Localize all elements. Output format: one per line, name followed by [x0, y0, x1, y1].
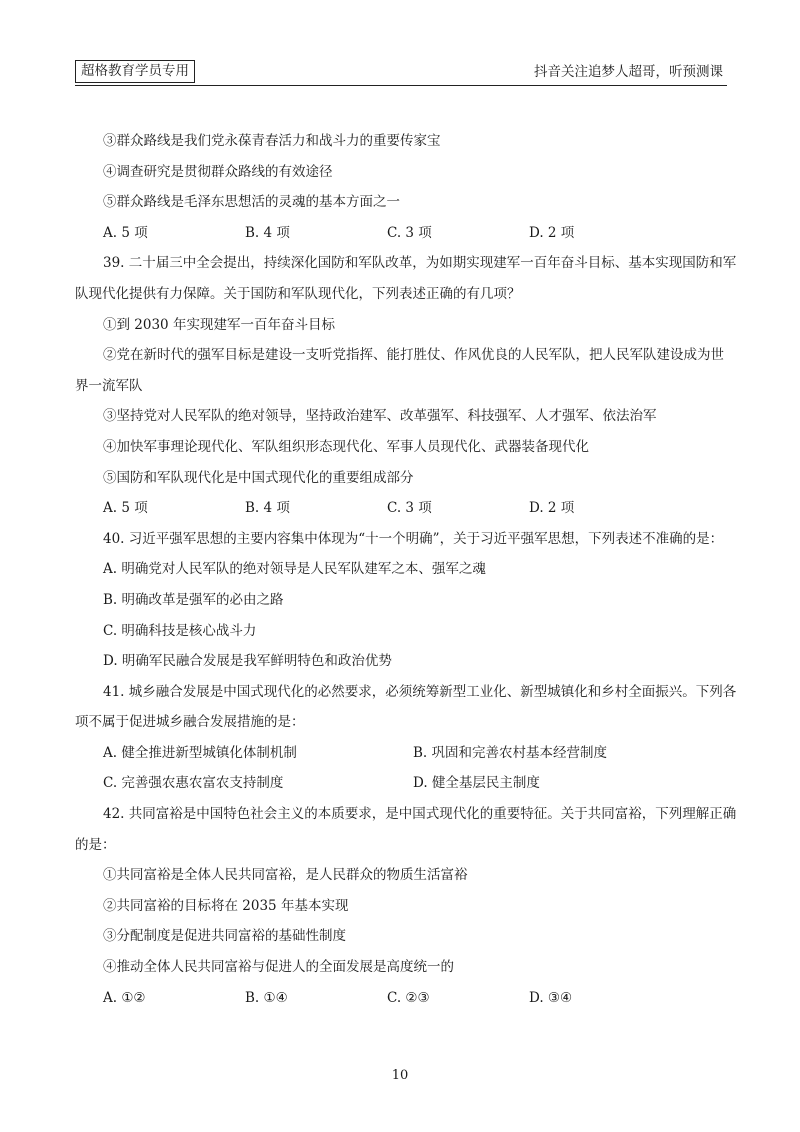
- q41-stem-line1: 41. 城乡融合发展是中国式现代化的必然要求，必须统筹新型工业化、新型城镇化和乡村全面振兴。下列各: [103, 683, 737, 700]
- q42-option-c: C. ②③: [387, 989, 430, 1006]
- q41-stem-line2: 项不属于促进城乡融合发展措施的是：: [75, 714, 305, 731]
- q39-options: [75, 493, 727, 524]
- q42-options: [75, 983, 727, 1014]
- q39-stem-line2: 队现代化提供有力保障。关于国防和军队现代化，下列表述正确的有几项？: [75, 285, 521, 302]
- q38-option-d: D. 2 项: [529, 224, 575, 241]
- q39-option-b: B. 4 项: [245, 500, 290, 517]
- q40-stem: 40. 习近平强军思想的主要内容集中体现为“十一个明确”，关于习近平强军思想，下列表述不准确的是：: [103, 530, 724, 547]
- q39-option-c: C. 3 项: [387, 500, 432, 517]
- header-badge: 超格教育学员专用: [75, 60, 195, 83]
- q39-statement-2-cont: 界一流军队: [75, 377, 143, 394]
- q39-statement-3: ③坚持党对人民军队的绝对领导，坚持政治建军、改革强军、科技强军、人才强军、依法治军: [103, 408, 657, 425]
- header-promo: 抖音关注追梦人超哥，听预测课: [534, 64, 723, 80]
- q39-statement-1: ①到 2030 年实现建军一百年奋斗目标: [103, 316, 335, 333]
- q41-option-b: B. 巩固和完善农村基本经营制度: [413, 744, 608, 761]
- q39-statement-5: ⑤国防和军队现代化是中国式现代化的重要组成部分: [103, 469, 414, 486]
- exam-content: [75, 126, 737, 1013]
- q42-statement-4: ④推动全体人民共同富裕与促进人的全面发展是高度统一的: [103, 959, 454, 976]
- q41-options-row1: [75, 738, 727, 769]
- q38-option-a: A. 5 项: [103, 224, 148, 241]
- q38-option-b: B. 4 项: [245, 224, 290, 241]
- q40-option-a: A. 明确党对人民军队的绝对领导是人民军队建军之本、强军之魂: [103, 561, 486, 578]
- q41-option-d: D. 健全基层民主制度: [413, 775, 540, 792]
- q38-statement-3: ③群众路线是我们党永葆青春活力和战斗力的重要传家宝: [103, 133, 441, 149]
- q41-options-row2: [75, 768, 727, 799]
- q42-statement-2: ②共同富裕的目标将在 2035 年基本实现: [103, 897, 349, 914]
- q40-option-d: D. 明确军民融合发展是我军鲜明特色和政治优势: [103, 653, 392, 670]
- q41-option-a: A. 健全推进新型城镇化体制机制: [103, 744, 297, 761]
- q39-option-a: A. 5 项: [103, 500, 148, 517]
- page-number: 10: [391, 1068, 409, 1083]
- q42-option-b: B. ①④: [245, 989, 288, 1006]
- q42-statement-1: ①共同富裕是全体人民共同富裕，是人民群众的物质生活富裕: [103, 867, 468, 884]
- q40-option-c: C. 明确科技是核心战斗力: [103, 622, 257, 639]
- q42-option-a: A. ①②: [103, 989, 146, 1006]
- q42-option-d: D. ③④: [529, 989, 573, 1006]
- header-divider: [75, 85, 727, 86]
- q39-stem-line1: 39. 二十届三中全会提出，持续深化国防和军队改革，为如期实现建军一百年奋斗目标、基本实现国防和军: [103, 255, 737, 272]
- q38-options: [75, 218, 727, 249]
- q42-statement-3: ③分配制度是促进共同富裕的基础性制度: [103, 928, 346, 945]
- q41-option-c: C. 完善强农惠农富农支持制度: [103, 775, 284, 792]
- q42-stem-line1: 42. 共同富裕是中国特色社会主义的本质要求，是中国式现代化的重要特征。关于共同富裕，下列理解正确: [103, 806, 737, 823]
- q39-statement-4: ④加快军事理论现代化、军队组织形态现代化、军事人员现代化、武器装备现代化: [103, 438, 589, 455]
- q38-statement-4: ④调查研究是贯彻群众路线的有效途径: [103, 163, 333, 180]
- q39-statement-2: ②党在新时代的强军目标是建设一支听党指挥、能打胜仗、作风优良的人民军队，把人民军队建设成为世: [103, 347, 724, 364]
- q38-option-c: C. 3 项: [387, 224, 432, 241]
- q40-option-b: B. 明确改革是强军的必由之路: [103, 591, 284, 608]
- q38-statement-5: ⑤群众路线是毛泽东思想活的灵魂的基本方面之一: [103, 194, 400, 211]
- q39-option-d: D. 2 项: [529, 500, 575, 517]
- q42-stem-line2: 的是：: [75, 836, 116, 853]
